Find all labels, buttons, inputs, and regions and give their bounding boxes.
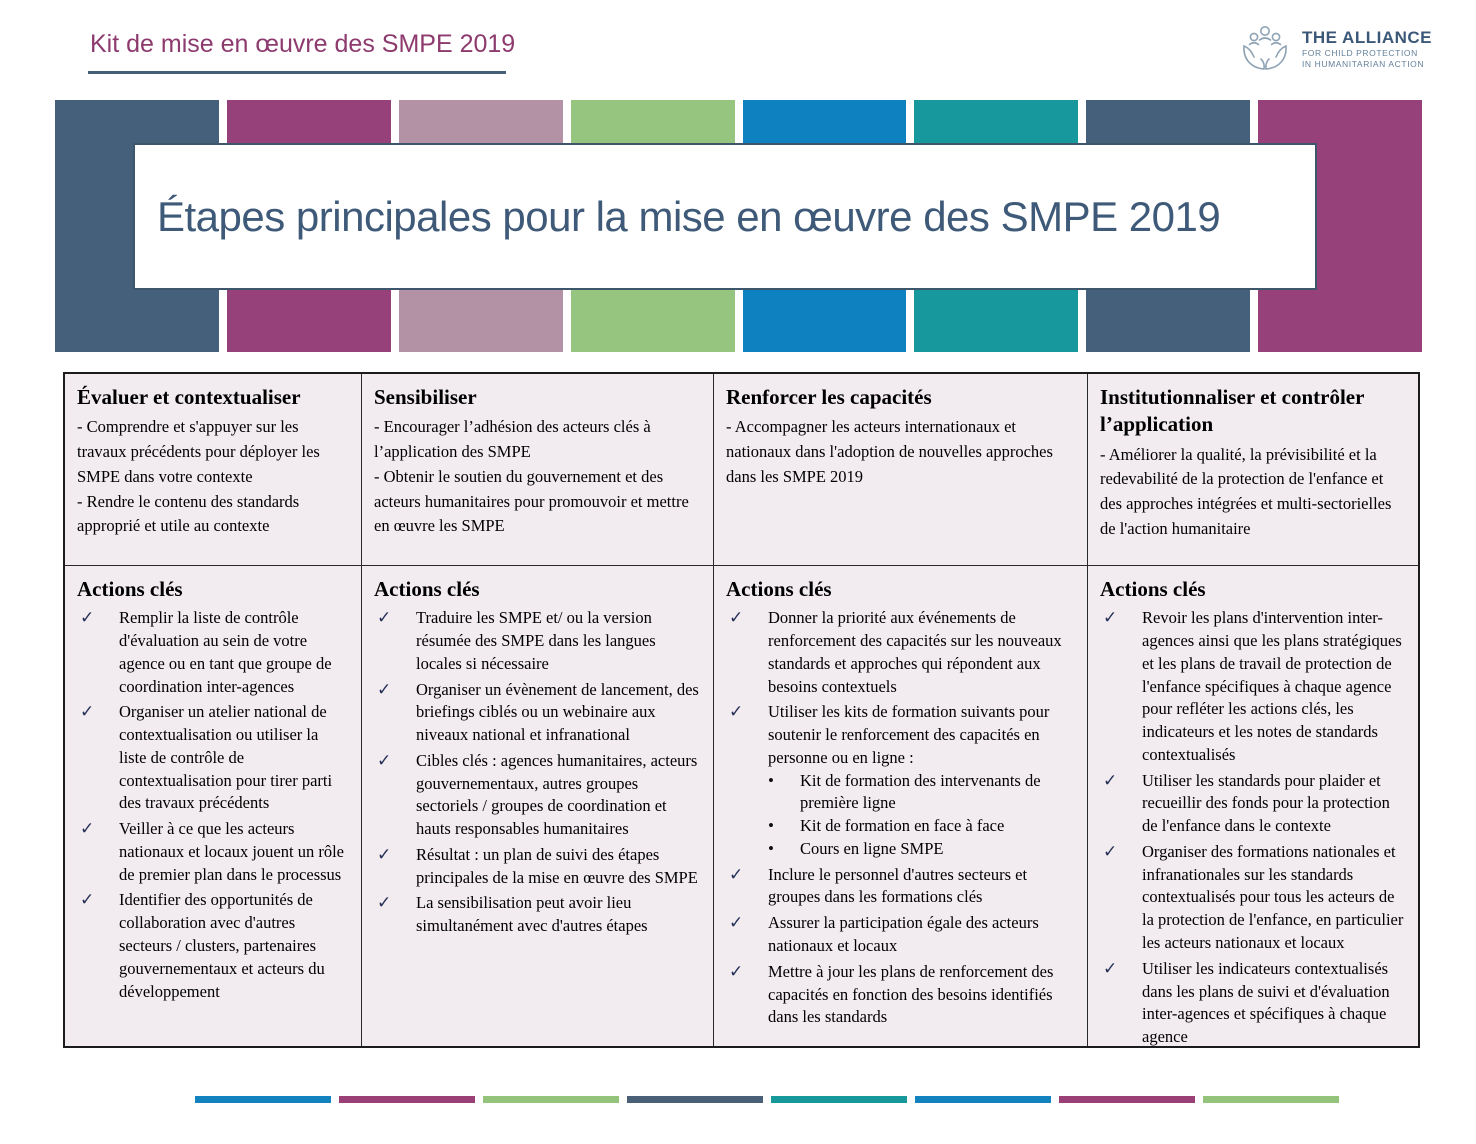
phase-header-cell-2 [362, 374, 714, 566]
phase-title: Sensibiliser [374, 385, 477, 409]
check-icon: ✓ [1103, 608, 1118, 629]
check-icon: ✓ [729, 961, 744, 982]
phase-actions-cell-4 [1088, 566, 1418, 1046]
phase-actions-cell-2 [362, 566, 714, 1046]
banner-title: Étapes principales pour la mise en œuvre des SMPE 2019 [157, 192, 1221, 240]
actions-title: Actions clés [726, 577, 832, 601]
logo-title: THE ALLIANCE [1301, 28, 1432, 48]
phase-actions-cell-3 [714, 566, 1088, 1046]
footer-color-bar-1 [195, 1096, 331, 1103]
footer-color-bar-7 [1059, 1096, 1195, 1103]
banner-title-box [133, 143, 1317, 290]
logo-subtitle-2: IN HUMANITARIAN ACTION [1301, 58, 1425, 69]
footer-color-bar-5 [771, 1096, 907, 1103]
action-text: Revoir les plans d'intervention inter-agences ainsi que les plans stratégiques et les plans de travail de protection de l'enfance spécifiques à chaque agence pour refléter les actions clés, les indicateurs et les notes de standards contextualisés [1142, 608, 1402, 764]
check-icon: ✓ [80, 819, 95, 840]
phase-description-line: - Accompagner les acteurs internationaux et nationaux dans l'adoption de nouvelles approches dans les SMPE 2019 [726, 417, 1053, 486]
action-item [1100, 770, 1406, 838]
action-item [1100, 841, 1406, 955]
check-icon: ✓ [80, 890, 95, 911]
sub-item [768, 838, 1075, 861]
check-icon: ✓ [729, 864, 744, 885]
action-text: Mettre à jour les plans de renforcement des capacités en fonction des besoins identifiés dans les standards [768, 961, 1054, 1027]
action-text: Identifier des opportunités de collaboration avec d'autres secteurs / clusters, partenaires gouvernementaux et acteurs du développement [119, 890, 325, 1001]
action-item [374, 750, 701, 841]
action-item [374, 607, 701, 675]
sub-text: Kit de formation des intervenants de première ligne [800, 770, 1041, 813]
action-item [77, 607, 349, 698]
footer-color-bar-2 [339, 1096, 475, 1103]
action-item [726, 607, 1075, 698]
check-icon: ✓ [1103, 841, 1118, 862]
phase-actions-cell-1 [65, 566, 362, 1046]
alliance-logo [1237, 22, 1432, 76]
check-icon: ✓ [80, 702, 95, 723]
phase-description-line: - Obtenir le soutien du gouvernement et des acteurs humanitaires pour promouvoir et mettre en œuvre les SMPE [374, 466, 689, 536]
footer-color-bar-4 [627, 1096, 763, 1103]
bullet-icon: • [768, 838, 774, 858]
phase-description-line: - Améliorer la qualité, la prévisibilité et la redevabilité de la protection de l'enfance et des approches intégrées et multi-sectorielles de l'action humanitaire [1100, 444, 1392, 538]
doc-title-underline [88, 71, 506, 74]
actions-list [77, 607, 349, 1003]
action-text: La sensibilisation peut avoir lieu simultanément avec d'autres étapes [416, 893, 648, 936]
action-text: Traduire les SMPE et/ ou la version résumée des SMPE dans les langues locales si nécessaire [416, 608, 656, 673]
bullet-icon: • [768, 770, 774, 790]
logo-subtitle-1: FOR CHILD PROTECTION [1301, 47, 1418, 58]
check-icon: ✓ [729, 702, 744, 723]
action-text: Remplir la liste de contrôle d'évaluation au sein de votre agence ou en tant que groupe de coordination inter-agences [119, 608, 332, 696]
phase-title: Institutionnaliser et contrôler l’application [1100, 385, 1365, 437]
action-item [77, 701, 349, 815]
alliance-logo-icon [1237, 22, 1293, 76]
sub-text: Kit de formation en face à face [800, 816, 1005, 836]
check-icon: ✓ [1103, 958, 1118, 979]
action-item [726, 961, 1075, 1029]
check-icon: ✓ [377, 679, 392, 700]
sub-item [768, 815, 1075, 838]
check-icon: ✓ [377, 750, 392, 771]
sub-item [768, 770, 1075, 816]
action-item [726, 912, 1075, 958]
action-text: Veiller à ce que les acteurs nationaux et locaux jouent un rôle de premier plan dans le processus [119, 819, 344, 884]
actions-title: Actions clés [77, 577, 183, 601]
doc-title: Kit de mise en œuvre des SMPE 2019 [90, 30, 516, 58]
check-icon: ✓ [80, 608, 95, 629]
check-icon: ✓ [1103, 770, 1118, 791]
actions-list [1100, 607, 1406, 1046]
action-item [726, 701, 1075, 860]
sub-text: Cours en ligne SMPE [800, 838, 944, 858]
action-item [726, 864, 1075, 910]
action-text: Assurer la participation égale des acteurs nationaux et locaux [768, 913, 1039, 956]
phase-title: Évaluer et contextualiser [77, 385, 301, 409]
footer-color-bar-3 [483, 1096, 619, 1103]
action-text: Organiser un évènement de lancement, des briefings ciblés ou un webinaire aux niveaux national et infranational [416, 679, 699, 745]
check-icon: ✓ [377, 893, 392, 914]
action-text: Inclure le personnel d'autres secteurs et groupes dans les formations clés [768, 864, 1028, 907]
footer-color-strip [195, 1096, 1339, 1103]
banner [55, 100, 1422, 352]
action-item [374, 844, 701, 890]
action-text: Cibles clés : agences humanitaires, acteurs gouvernementaux, autres groupes sectoriels / groupes de coordination et hauts responsables humanitaires [416, 750, 698, 839]
action-text: Utiliser les kits de formation suivants pour soutenir le renforcement des capacités en personne ou en ligne : [768, 702, 1050, 767]
footer-color-bar-8 [1203, 1096, 1339, 1103]
action-text: Organiser un atelier national de contextualisation ou utiliser la liste de contrôle de contextualisation pour tirer parti des travaux précédents [119, 702, 333, 813]
check-icon: ✓ [729, 608, 744, 629]
footer-color-bar-6 [915, 1096, 1051, 1103]
check-icon: ✓ [377, 844, 392, 865]
phase-header-cell-1 [65, 374, 362, 566]
action-text: Organiser des formations nationales et infranationales sur les standards contextualisés pour tous les acteurs de la protection de l'enfance, en particulier les acteurs nationaux et locaux [1142, 841, 1404, 953]
action-item [1100, 958, 1406, 1046]
action-item [374, 892, 701, 938]
phase-description-line: - Encourager l’adhésion des acteurs clés à l’application des SMPE [374, 417, 651, 462]
action-item [374, 679, 701, 747]
check-icon: ✓ [729, 913, 744, 934]
phases-table [63, 372, 1420, 1048]
check-icon: ✓ [377, 608, 392, 629]
sub-list [768, 770, 1075, 861]
phase-header-cell-3 [714, 374, 1088, 566]
actions-title: Actions clés [374, 577, 480, 601]
phase-title: Renforcer les capacités [726, 385, 932, 409]
action-text: Utiliser les standards pour plaider et recueillir des fonds pour la protection de l'enfance dans le contexte [1142, 770, 1390, 836]
action-item [77, 818, 349, 886]
phase-header-cell-4 [1088, 374, 1418, 566]
phase-description-line: - Comprendre et s'appuyer sur les travaux précédents pour déployer les SMPE dans votre contexte [77, 417, 320, 486]
action-item [1100, 607, 1406, 766]
action-text: Utiliser les indicateurs contextualisés dans les plans de suivi et d'évaluation inter-agences et spécifiques à chaque agence [1142, 958, 1390, 1046]
action-text: Donner la priorité aux événements de renforcement des capacités sur les nouveaux standards et approches qui répondent aux besoins contextuels [768, 608, 1062, 696]
alliance-logo-text [1302, 28, 1432, 70]
bullet-icon: • [768, 816, 774, 836]
actions-list [726, 607, 1075, 1029]
actions-list [374, 607, 701, 938]
actions-title: Actions clés [1100, 577, 1206, 601]
action-item [77, 889, 349, 1003]
action-text: Résultat : un plan de suivi des étapes principales de la mise en œuvre des SMPE [416, 844, 698, 887]
phase-description-line: - Rendre le contenu des standards approprié et utile au contexte [77, 491, 300, 536]
